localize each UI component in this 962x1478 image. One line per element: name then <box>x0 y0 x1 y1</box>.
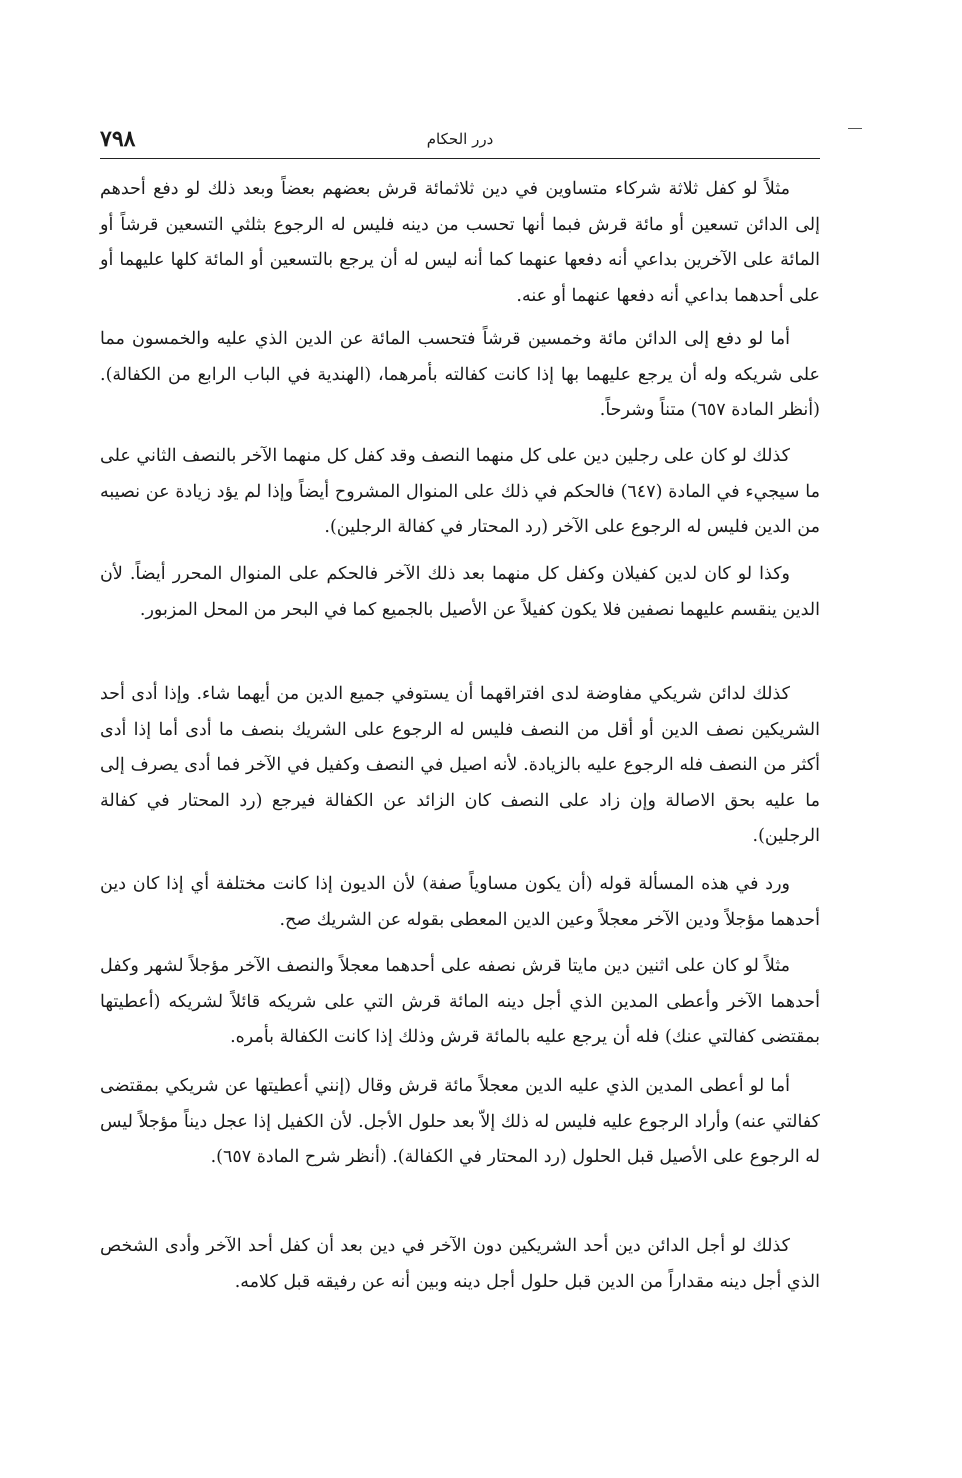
paragraph: كذلك لو كان على رجلين دين على كل منهما النصف وقد كفل كل منهما الآخر بالنصف الثاني على ما سيجيء في المادة (٦٤٧) فالحكم في ذلك على المنوال المشروح أيضاً وإذا لم يؤد زيادة عن نصيبه من الدين فليس له الرجوع على الآخر (رد المحتار في كفالة الرجلين). <box>100 446 820 537</box>
corner-mark <box>848 128 862 129</box>
running-title: درر الحكام <box>426 130 494 148</box>
paragraph: أما لو أعطى المدين الذي عليه الدين معجلاً مائة قرش وقال (إنني أعطيتها عن شريكي بمقتضى كفالتي عنه) وأراد الرجوع عليه فليس له ذلك إلاّ بعد حلول الأجل. لأن الكفيل إذا عجل ديناً مؤجلاً ليس له الرجوع على الأصيل قبل الحلول (رد المحتار في الكفالة). (أنظر شرح المادة ٦٥٧). <box>100 1076 820 1167</box>
paragraph: كذلك لو أجل الدائن دين أحد الشريكين دون الآخر في دين بعد أن كفل أحد الآخر وأدى الشخص الذي أجل دينه مقداراً من الدين قبل حلول أجل دينه وبين أنه عن رفيقه قبل كلامه. <box>100 1236 820 1292</box>
paragraph: ورد في هذه المسألة قوله (أن يكون مساوياً صفة) لأن الديون إذا كانت مختلفة أي إذا كان دين أحدهما مؤجلاً ودين الآخر معجلاً وعين الدين المعطى بقوله عن الشريك صح. <box>100 874 820 930</box>
paragraph: كذلك لدائن شريكي مفاوضة لدى افتراقهما أن يستوفي جميع الدين من أيهما شاء. وإذا أدى أحد الشريكين نصف الدين أو أقل من النصف فليس له الرجوع على الشريك بنصف ما أدى أما إذا أدى أكثر من النصف فله الرجوع عليه بالزيادة. لأنه اصيل في النصف وكفيل في الآخر فما أدى يصرف إلى ما عليه بحق الاصالة وإن زاد على النصف كان الزائد عن الكفالة فيرجع (رد المحتار في كفالة الرجلين). <box>100 684 820 846</box>
body-text <box>100 172 820 1309</box>
page-header <box>100 126 820 156</box>
paragraph: وكذا لو كان لدين كفيلان وكفل كل منهما بعد ذلك الآخر فالحكم على المنوال المحرر أيضاً. لأن الدين ينقسم عليهما نصفين فلا يكون كفيلاً عن الأصيل بالجميع كما في البحر من المحل المزبور. <box>100 564 820 620</box>
paragraph: مثلاً لو كفل ثلاثة شركاء متساوين في دين ثلاثمائة قرش بعضهم بعضاً وبعد ذلك لو دفع أحدهم إلى الدائن تسعين أو مائة قرش فبما أنها تحسب من دينه فليس له الرجوع بثلثي التسعين قرشاً أو المائة على الآخرين بداعي أنه دفعها عنهما كما أنه ليس له أن يرجع بالتسعين أو المائة كلها عليهما أو على أحدهما بداعي أنه دفعها عنهما أو عنه. <box>100 179 820 306</box>
paragraph: أما لو دفع إلى الدائن مائة وخمسين قرشاً فتحسب المائة عن الدين الذي عليه والخمسون مما على شريكه وله أن يرجع عليهما بها إذا كانت كفالته بأمرهما، (الهندية في الباب الرابع من الكفالة). (أنظر المادة ٦٥٧) متناً وشرحاً. <box>100 329 820 420</box>
paragraph: مثلاً لو كان على اثنين دين مايتا قرش نصفه على أحدهما معجلاً والنصف الآخر مؤجلاً لشهر وكفل أحدهما الآخر وأعطى المدين الذي أجل دينه المائة قرش التي على شريكه قائلاً لشريكه (أعطيتها بمقتضى كفالتي عنك) فله أن يرجع عليه بالمائة قرش وذلك إذا كانت الكفالة بأمره. <box>100 956 820 1047</box>
header-divider <box>100 158 820 159</box>
page-number: ٧٩٨ <box>100 126 136 152</box>
